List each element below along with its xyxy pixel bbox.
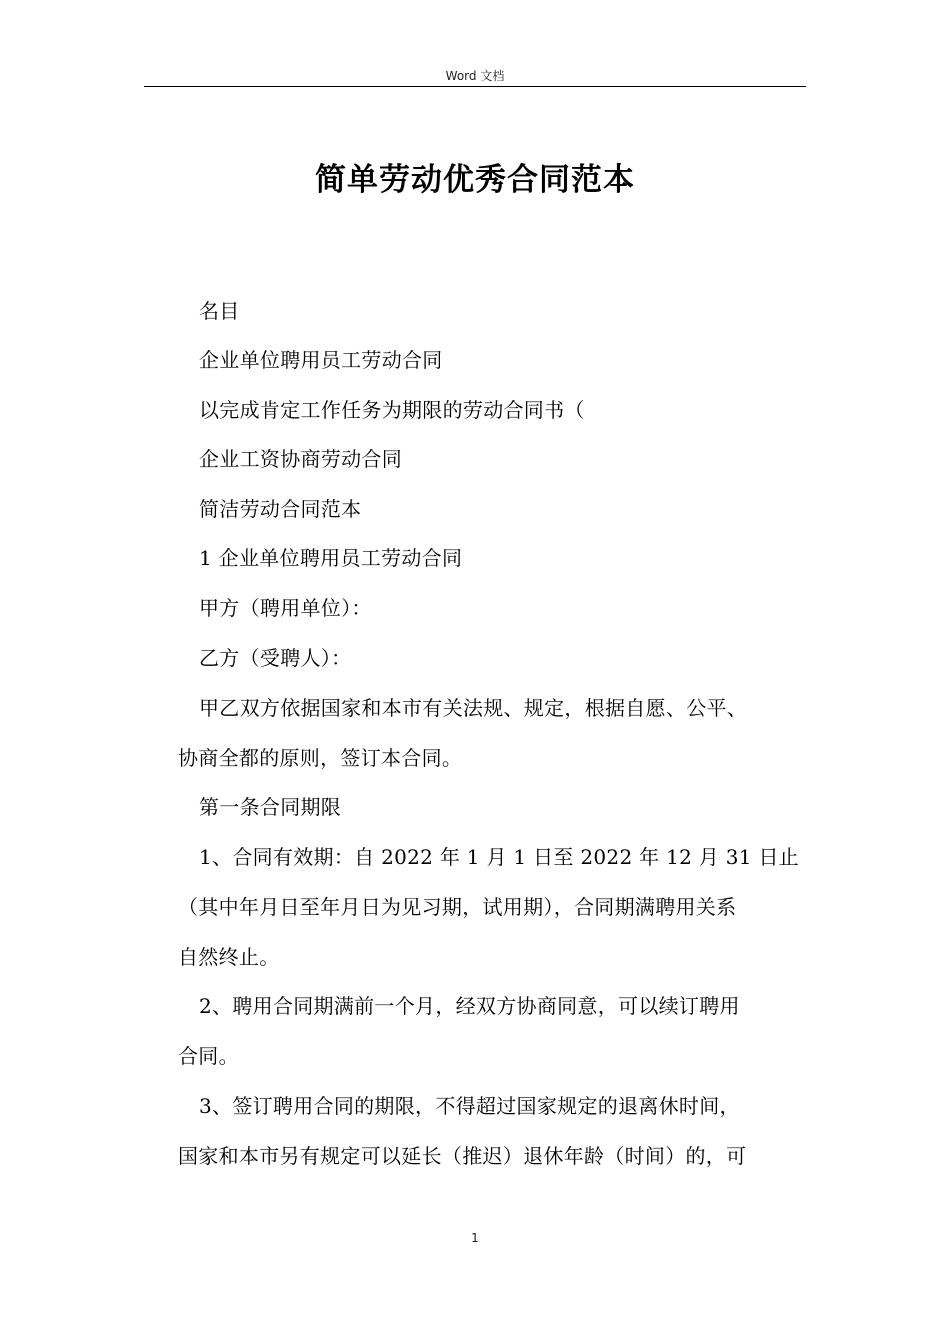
paragraph-line: 甲方（聘用单位）： xyxy=(199,596,372,620)
paragraph-line: 以完成肯定工作任务为期限的劳动合同书（ xyxy=(199,398,585,422)
paragraph-line: 协商全都的原则，签订本合同。 xyxy=(178,746,463,770)
paragraph-line: 企业工资协商劳动合同 xyxy=(199,447,402,471)
page-header-text: Word 文档 xyxy=(445,69,505,83)
paragraph-line: 1 企业单位聘用员工劳动合同 xyxy=(199,546,463,570)
paragraph-line: 3、签订聘用合同的期限，不得超过国家规定的退离休时间， xyxy=(199,1094,740,1118)
document-title: 简单劳动优秀合同范本 xyxy=(315,162,635,198)
header-divider xyxy=(144,86,806,87)
page-number: 1 xyxy=(471,1231,479,1245)
paragraph-line: 2、聘用合同期满前一个月，经双方协商同意，可以续订聘用 xyxy=(199,994,740,1018)
paragraph-line: 1、合同有效期：自 2022 年 1 月 1 日至 2022 年 12 月 31 日止 xyxy=(199,845,800,869)
paragraph-line: 名目 xyxy=(199,299,240,323)
paragraph-line: 甲乙双方依据国家和本市有关法规、规定，根据自愿、公平、 xyxy=(199,696,748,720)
paragraph-line: （其中年月日至年月日为见习期，试用期），合同期满聘用关系 xyxy=(178,895,737,919)
paragraph-line: 简洁劳动合同范本 xyxy=(199,497,362,521)
paragraph-line: 国家和本市另有规定可以延长（推迟）退休年龄（时间）的，可 xyxy=(178,1144,747,1168)
paragraph-line: 合同。 xyxy=(178,1044,239,1068)
paragraph-line: 乙方（受聘人）： xyxy=(199,646,352,670)
paragraph-line: 自然终止。 xyxy=(178,945,280,969)
paragraph-line: 企业单位聘用员工劳动合同 xyxy=(199,348,443,372)
paragraph-line: 第一条合同期限 xyxy=(199,795,342,819)
